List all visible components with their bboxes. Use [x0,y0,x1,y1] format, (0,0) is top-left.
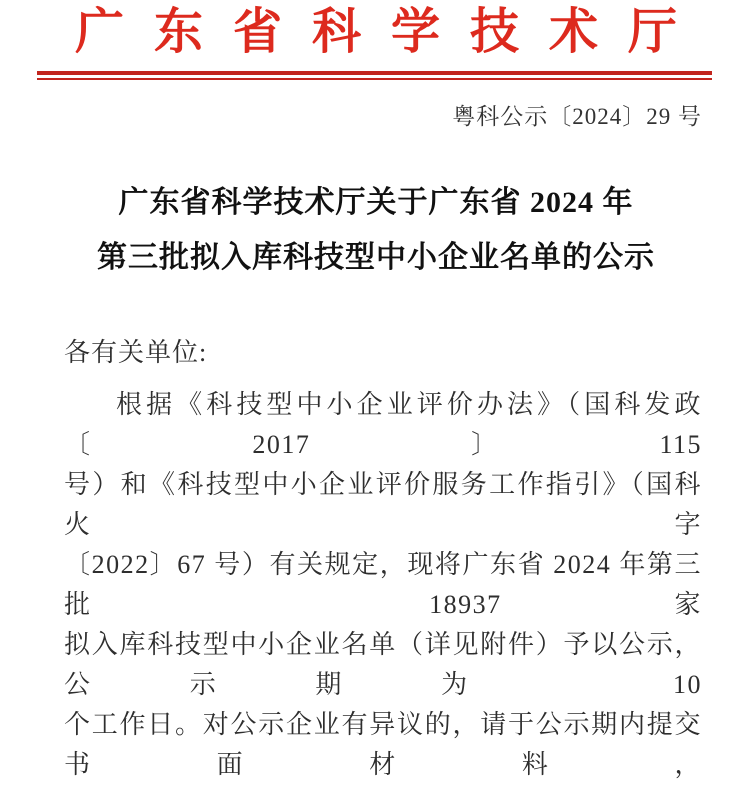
document-title-line2: 第三批拟入库科技型中小企业名单的公示 [97,241,655,274]
salutation-line: 各有关单位: [64,338,208,367]
document-title [0,175,752,285]
paragraph-line: 〔2022〕67 号）有关规定，现将广东省 2024 年第三批 18937 家 [64,550,702,619]
body-paragraph [0,385,752,785]
paragraph-line: 根据《科技型中小企业评价办法》（国科发政〔2017〕115 [64,390,702,459]
paragraph-line: 号）和《科技型中小企业评价服务工作指引》（国科火字 [64,470,702,539]
agency-letterhead-title: 广东省科学技术厅 [74,4,707,59]
document-reference-number: 粤科公示〔2024〕29 号 [452,104,702,129]
paragraph-line: 拟入库科技型中小企业名单（详见附件）予以公示，公示期为 10 [64,630,702,699]
letterhead-divider-rule [37,71,712,80]
paragraph-line-clipped: 个工作日。对公示企业有异议的，请于公示期内提交书面材料， [64,710,702,779]
document-title-line1: 广东省科学技术厅关于广东省 2024 年 [118,186,634,219]
